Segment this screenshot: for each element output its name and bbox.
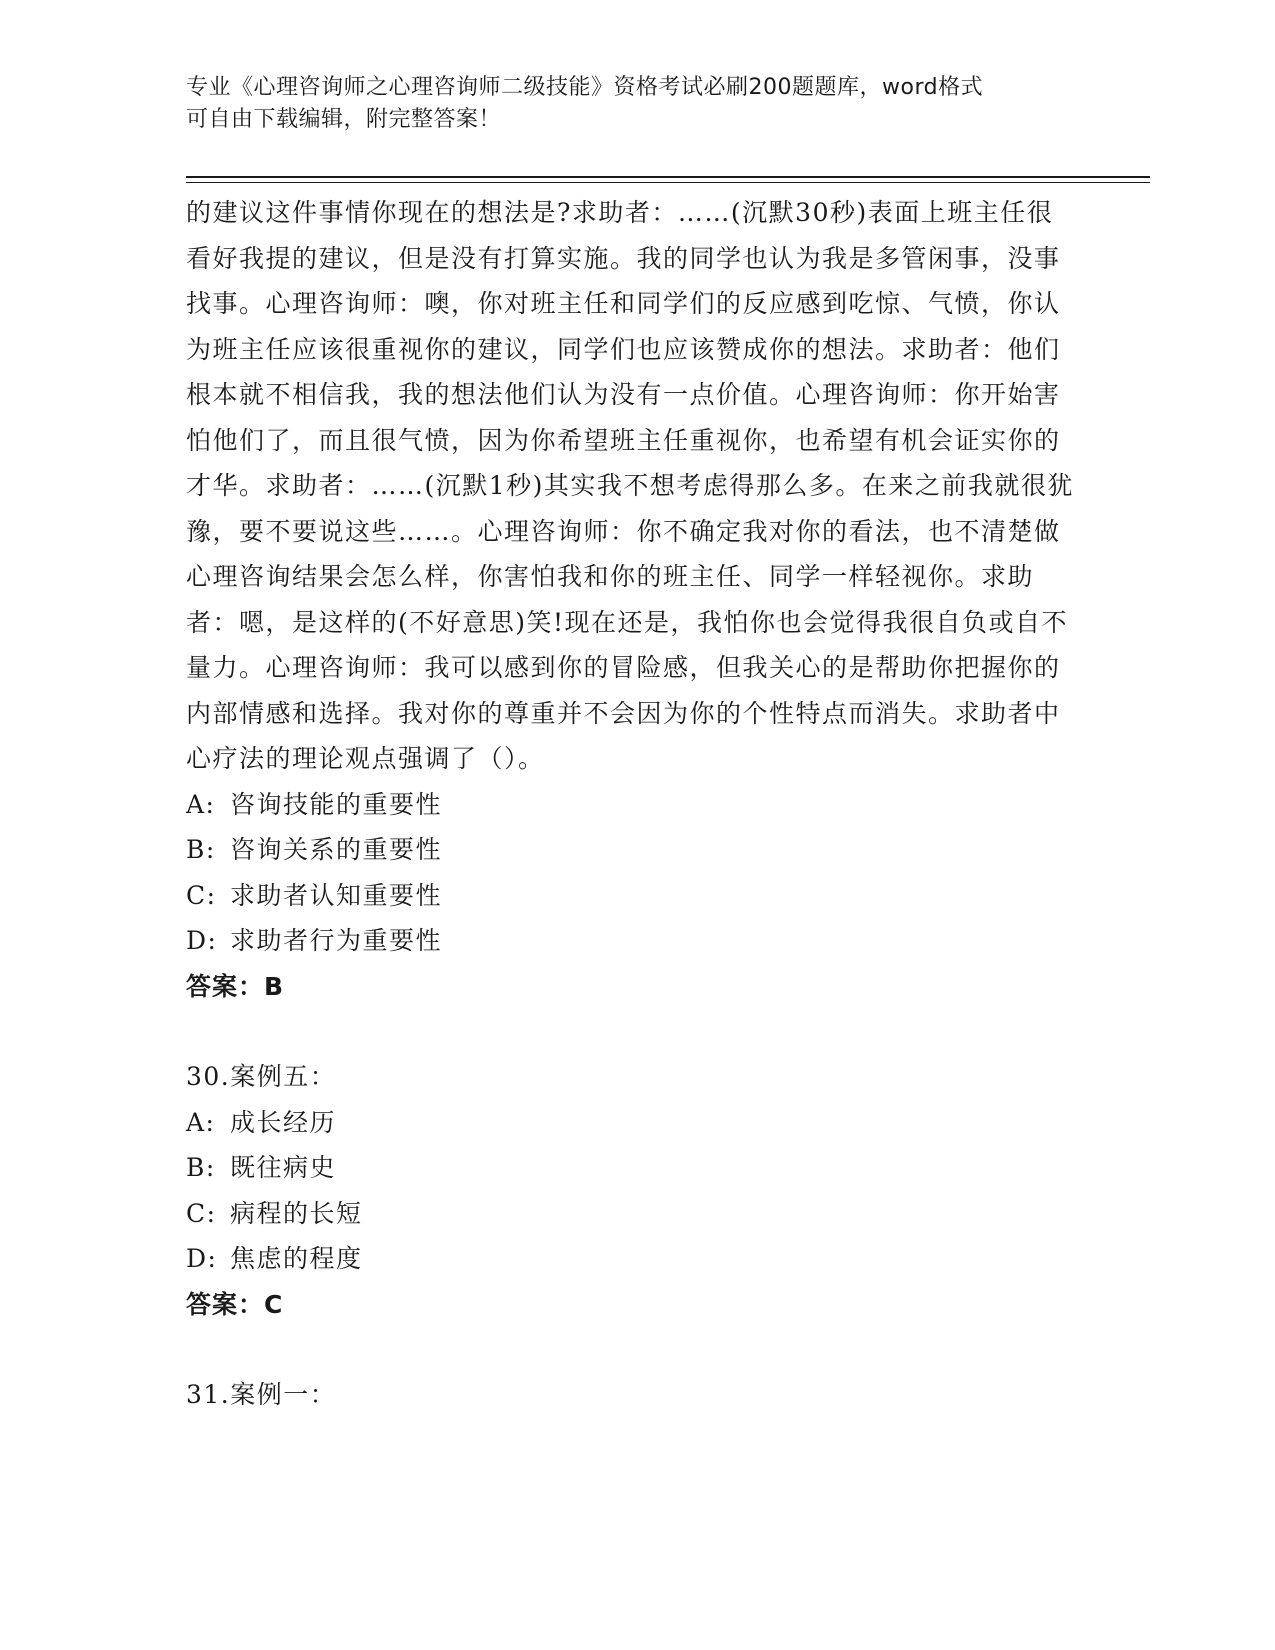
option-text: 病程的长短 <box>230 1198 363 1228</box>
document-body <box>186 190 1076 1418</box>
option-a <box>186 782 1076 828</box>
option-text: 求助者认知重要性 <box>230 880 443 910</box>
option-key: C: <box>186 1198 217 1228</box>
header-title-line-1: 专业《心理咨询师之心理咨询师二级技能》资格考试必刷200题题库，word格式 <box>186 75 984 100</box>
option-key: A: <box>186 1107 216 1137</box>
option-text: 成长经历 <box>230 1107 337 1137</box>
question-30-options <box>186 1100 1076 1282</box>
option-d <box>186 1236 1076 1282</box>
option-key: D: <box>186 926 218 955</box>
question-31-title: 31.案例一： <box>186 1380 337 1409</box>
question-30-answer: 答案：C <box>186 1289 284 1319</box>
option-text: 求助者行为重要性 <box>230 926 443 955</box>
header-divider-thin <box>186 182 1150 183</box>
option-c <box>186 1191 1076 1237</box>
option-d <box>186 918 1076 964</box>
option-text: 既往病史 <box>230 1153 337 1182</box>
option-key: C: <box>186 880 217 910</box>
option-text: 焦虑的程度 <box>230 1244 363 1273</box>
option-text: 咨询技能的重要性 <box>230 789 443 819</box>
question-30-title: 30.案例五： <box>186 1062 337 1091</box>
question-29-options <box>186 782 1076 964</box>
spacer <box>186 1327 1076 1372</box>
option-key: D: <box>186 1244 218 1273</box>
option-b <box>186 827 1076 873</box>
question-29-passage: 的建议这件事情你现在的想法是?求助者：……(沉默30秒)表面上班主任很看好我提的建议，但是没有打算实施。我的同学也认为我是多管闲事，没事找事。心理咨询师：噢，你对班主任和同学们的反应感到吃惊、气愤，你认为班主任应该很重视你的建议，同学们也应该赞成你的想法。求助者：他们根本就不相信我，我的想法他们认为没有一点价值。心理咨询师：你开始害怕他们了，而且很气愤，因为你希望班主任重视你，也希望有机会证实你的才华。求助者：……(沉默1秒)其实我不想考虑得那么多。在来之前我就很犹豫，要不要说这些……。心理咨询师：你不确定我对你的看法，也不清楚做心理咨询结果会怎么样，你害怕我和你的班主任、同学一样轻视你。求助者：嗯，是这样的(不好意思)笑!现在还是，我怕你也会觉得我很自负或自不量力。心理咨询师：我可以感到你的冒险感，但我关心的是帮助你把握你的内部情感和选择。我对你的尊重并不会因为你的个性特点而消失。求助者中心疗法的理论观点强调了（）。 <box>186 198 1074 773</box>
header-divider-thick <box>186 176 1150 178</box>
option-key: B: <box>186 835 216 864</box>
option-text: 咨询关系的重要性 <box>230 835 443 864</box>
option-key: B: <box>186 1153 216 1182</box>
header-title-line-2: 可自由下载编辑，附完整答案！ <box>186 107 502 132</box>
spacer <box>186 1009 1076 1054</box>
page-header <box>186 72 1076 136</box>
option-c <box>186 873 1076 919</box>
question-29-answer: 答案：B <box>186 971 285 1001</box>
option-a <box>186 1100 1076 1146</box>
option-b <box>186 1145 1076 1191</box>
option-key: A: <box>186 789 216 819</box>
